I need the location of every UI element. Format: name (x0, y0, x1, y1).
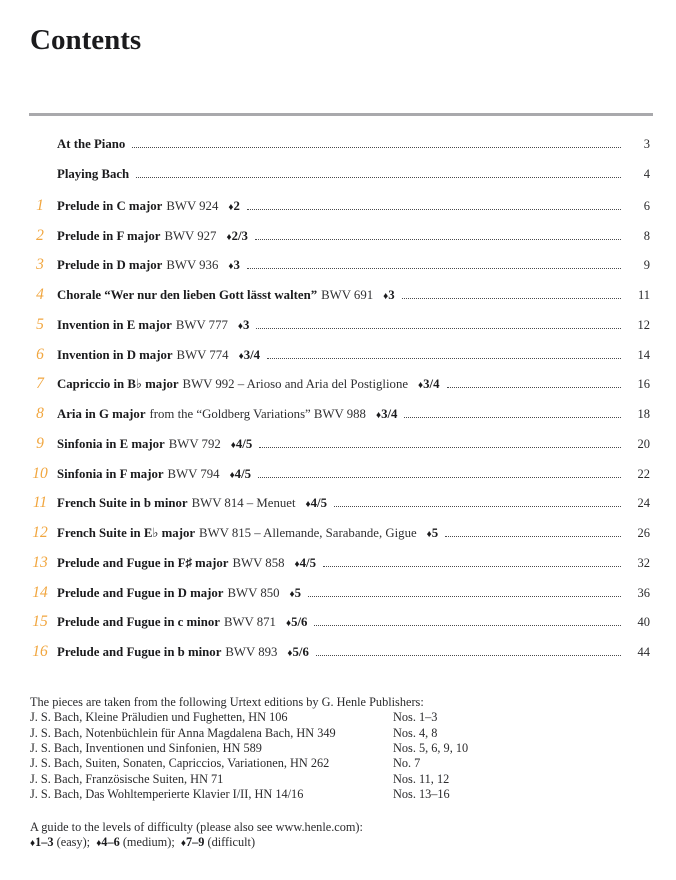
dotted-leader (447, 387, 622, 388)
toc-entry-detail: BWV 936 (166, 258, 219, 273)
difficulty-level: 3 (388, 288, 395, 303)
toc-entry-title: French Suite in b minor (57, 496, 188, 511)
difficulty-level: 2 (233, 198, 240, 213)
toc-entry-row (30, 584, 650, 614)
difficulty-diamond-icon: ♦ (230, 439, 236, 451)
toc-entry-number: 14 (32, 583, 48, 601)
toc-entry-row (30, 465, 650, 495)
toc-entry-number: 11 (32, 494, 48, 512)
page-title: Contents (30, 24, 142, 56)
difficulty-diamond-icon: ♦ (289, 588, 295, 600)
toc-entry-title: Invention in E major (57, 317, 172, 332)
toc-entry-number: 6 (36, 345, 44, 363)
guide-range (181, 835, 205, 849)
toc-page-number: 40 (637, 615, 650, 630)
difficulty-marker (376, 407, 397, 422)
difficulty-marker (239, 348, 260, 363)
toc-entry-number: 1 (36, 196, 44, 214)
guide-range (96, 835, 120, 849)
dotted-leader (323, 566, 621, 567)
difficulty-marker (228, 258, 240, 273)
toc-entry-row (30, 405, 650, 435)
difficulty-level: 3/4 (423, 377, 440, 392)
difficulty-level: 5/6 (292, 645, 309, 660)
guide-range-label: (medium); (122, 835, 175, 850)
toc-page-number: 26 (637, 526, 650, 541)
toc-entry-title: Playing Bach (57, 167, 130, 182)
toc-entry-title: French Suite in E♭ major (57, 526, 196, 541)
toc-entry-detail: BWV 792 (168, 436, 221, 451)
difficulty-marker (286, 615, 307, 630)
toc-page-number: 8 (643, 228, 650, 243)
source-row (30, 710, 653, 725)
title-rule (29, 113, 653, 116)
toc-page-number: 12 (637, 317, 650, 332)
source-numbers: Nos. 4, 8 (393, 725, 438, 740)
source-edition: J. S. Bach, Kleine Präludien und Fughetten, HN 106 (30, 710, 288, 725)
toc-entry-title: Prelude and Fugue in c minor (57, 615, 220, 630)
toc-list (30, 137, 650, 673)
dotted-leader (308, 596, 621, 597)
difficulty-guide (30, 820, 653, 852)
difficulty-level: 3/4 (243, 347, 261, 362)
toc-entry-row (30, 197, 650, 227)
source-edition: J. S. Bach, Inventionen und Sinfonien, HN 589 (30, 741, 262, 756)
toc-entry-title: At the Piano (57, 137, 126, 152)
toc-entry-title: Prelude and Fugue in D major (57, 585, 224, 600)
difficulty-level: 3 (242, 317, 250, 332)
difficulty-diamond-icon: ♦ (305, 499, 311, 511)
dotted-leader (334, 506, 621, 507)
difficulty-marker (226, 229, 247, 244)
toc-entry-number: 3 (36, 256, 44, 274)
difficulty-diamond-icon: ♦ (418, 380, 424, 392)
difficulty-diamond-icon: ♦ (287, 648, 293, 660)
toc-entry-title: Prelude in D major (57, 258, 163, 273)
toc-entry-number: 12 (32, 524, 48, 542)
toc-page-number: 22 (637, 466, 650, 481)
toc-entry-number: 10 (32, 464, 48, 482)
source-numbers: Nos. 13–16 (393, 787, 450, 802)
toc-entry-number: 9 (36, 434, 44, 452)
difficulty-level: 3/4 (381, 407, 398, 422)
source-row (30, 756, 653, 771)
sources-intro: The pieces are taken from the following Urtext editions by G. Henle Publishers: (30, 694, 424, 709)
guide-range-value: 4–6 (101, 835, 120, 850)
source-numbers: Nos. 1–3 (393, 710, 438, 725)
difficulty-marker (231, 437, 252, 452)
toc-entry-row (30, 256, 650, 286)
dotted-leader (136, 177, 621, 178)
difficulty-level: 2/3 (231, 228, 248, 243)
toc-entry-row (30, 494, 650, 524)
source-edition: J. S. Bach, Das Wohltemperierte Klavier I/II, HN 14/16 (30, 787, 304, 802)
difficulty-level: 3 (233, 258, 240, 273)
difficulty-marker (228, 199, 240, 214)
toc-entry-title: Prelude and Fugue in F♯ major (57, 555, 229, 570)
difficulty-diamond-icon: ♦ (228, 261, 234, 273)
toc-entry-row (30, 167, 650, 197)
dotted-leader (259, 447, 621, 448)
toc-entry-number: 13 (32, 553, 48, 571)
toc-entry-detail: BWV 893 (225, 645, 278, 660)
difficulty-diamond-icon: ♦ (285, 618, 292, 630)
toc-entry-detail: BWV 815 – Allemande, Sarabande, Gigue (199, 526, 417, 541)
toc-entry-row (30, 346, 650, 376)
guide-level (181, 835, 255, 849)
toc-entry-row (30, 137, 650, 167)
toc-page-number: 3 (643, 137, 650, 152)
toc-entry-detail: BWV 858 (232, 555, 285, 570)
source-row (30, 787, 653, 802)
guide-range-value: 1–3 (35, 835, 54, 850)
toc-entry-detail: BWV 871 (223, 615, 276, 630)
toc-entry-number: 15 (32, 613, 48, 631)
difficulty-diamond-icon: ♦ (294, 558, 300, 570)
toc-page-number: 16 (637, 377, 650, 392)
toc-entry-row (30, 227, 650, 257)
toc-entry-row (30, 554, 650, 584)
dotted-leader (445, 536, 621, 537)
dotted-leader (258, 477, 621, 478)
toc-entry-detail: BWV 814 – Menuet (191, 496, 296, 511)
toc-entry-title: Sinfonia in E major (57, 436, 165, 451)
toc-entry-row (30, 613, 650, 643)
source-edition: J. S. Bach, Französische Suiten, HN 71 (30, 771, 224, 786)
difficulty-level: 4/5 (235, 436, 253, 451)
guide-levels (30, 835, 653, 851)
difficulty-diamond-icon: ♦ (238, 350, 244, 362)
source-row (30, 741, 653, 756)
toc-entry-row (30, 286, 650, 316)
toc-entry-number: 5 (36, 315, 44, 333)
difficulty-diamond-icon: ♦ (30, 838, 36, 850)
dotted-leader (256, 328, 621, 329)
source-numbers: No. 7 (393, 756, 421, 771)
toc-entry-title: Invention in D major (57, 347, 173, 362)
dotted-leader (267, 358, 621, 359)
toc-entry-detail: BWV 927 (164, 228, 217, 243)
difficulty-marker (418, 377, 439, 392)
guide-intro: A guide to the levels of difficulty (please also see www.henle.com): (30, 819, 363, 834)
toc-entry-title: Aria in G major (57, 407, 146, 422)
difficulty-marker (383, 288, 395, 303)
difficulty-marker (427, 526, 439, 541)
toc-entry-title: Prelude and Fugue in b minor (57, 645, 222, 660)
difficulty-diamond-icon: ♦ (383, 291, 389, 303)
difficulty-diamond-icon: ♦ (180, 838, 186, 850)
difficulty-marker (230, 467, 251, 482)
difficulty-diamond-icon: ♦ (229, 469, 235, 481)
toc-page-number: 44 (637, 645, 650, 660)
toc-page-number: 36 (637, 585, 650, 600)
dotted-leader (316, 655, 621, 656)
source-row (30, 726, 653, 741)
source-numbers: Nos. 5, 6, 9, 10 (393, 741, 469, 756)
difficulty-diamond-icon: ♦ (226, 231, 232, 243)
dotted-leader (314, 625, 621, 626)
toc-entry-detail: BWV 774 (176, 347, 229, 362)
toc-entry-title: Capriccio in B♭ major (57, 377, 179, 392)
sources-section (30, 695, 653, 803)
difficulty-diamond-icon: ♦ (228, 201, 234, 213)
toc-entry-row (30, 316, 650, 346)
difficulty-diamond-icon: ♦ (237, 320, 243, 332)
dotted-leader (255, 239, 621, 240)
toc-entry-detail: BWV 924 (166, 198, 219, 213)
toc-entry-title: Sinfonia in F major (57, 466, 164, 481)
guide-range-value: 7–9 (185, 835, 205, 850)
dotted-leader (402, 298, 621, 299)
toc-page-number: 24 (637, 496, 650, 511)
toc-entry-detail: BWV 992 – Arioso and Aria del Postiglione (182, 377, 409, 392)
toc-entry-row (30, 435, 650, 465)
toc-entry-detail: BWV 794 (167, 466, 220, 481)
difficulty-marker (306, 496, 327, 511)
guide-level (96, 835, 175, 849)
guide-level (30, 835, 90, 849)
toc-page-number: 9 (643, 258, 650, 273)
source-edition: J. S. Bach, Suiten, Sonaten, Capriccios, Variationen, HN 262 (30, 756, 330, 771)
toc-page-number: 6 (643, 198, 650, 213)
toc-entry-number: 8 (36, 405, 44, 423)
guide-range (30, 835, 54, 849)
toc-page-number: 4 (643, 167, 650, 182)
dotted-leader (247, 209, 621, 210)
toc-page-number: 32 (637, 555, 650, 570)
toc-entry-detail: BWV 850 (227, 585, 280, 600)
guide-range-label: (easy); (56, 835, 91, 850)
difficulty-marker (290, 586, 302, 601)
dotted-leader (247, 268, 621, 269)
dotted-leader (132, 147, 621, 148)
toc-entry-number: 7 (36, 375, 44, 393)
toc-page-number: 11 (637, 288, 650, 303)
toc-entry-number: 2 (36, 226, 44, 244)
source-numbers: Nos. 11, 12 (393, 771, 450, 786)
toc-entry-row (30, 375, 650, 405)
difficulty-level: 4/5 (299, 555, 316, 570)
toc-page-number: 14 (637, 347, 650, 362)
difficulty-level: 5 (294, 585, 302, 600)
difficulty-marker (287, 645, 308, 660)
difficulty-diamond-icon: ♦ (426, 529, 432, 541)
difficulty-level: 5/6 (291, 615, 308, 630)
guide-range-label: (difficult) (207, 835, 256, 850)
source-row (30, 772, 653, 787)
difficulty-diamond-icon: ♦ (375, 410, 382, 422)
difficulty-level: 4/5 (310, 496, 327, 511)
difficulty-diamond-icon: ♦ (96, 838, 102, 850)
source-edition: J. S. Bach, Notenbüchlein für Anna Magdalena Bach, HN 349 (30, 725, 336, 740)
difficulty-level: 5 (431, 526, 439, 541)
toc-entry-number: 16 (32, 643, 48, 661)
toc-entry-detail: BWV 777 (175, 317, 228, 332)
toc-entry-number: 4 (36, 286, 44, 304)
difficulty-marker (295, 556, 316, 571)
toc-entry-detail: from the “Goldberg Variations” BWV 988 (149, 407, 366, 422)
toc-entry-title: Prelude in F major (57, 228, 161, 243)
dotted-leader (404, 417, 621, 418)
toc-entry-detail: BWV 691 (321, 288, 374, 303)
toc-page-number: 20 (637, 436, 650, 451)
difficulty-level: 4/5 (234, 466, 252, 481)
toc-entry-title: Prelude in C major (57, 198, 163, 213)
difficulty-marker (238, 318, 250, 333)
toc-page-number: 18 (637, 407, 650, 422)
toc-entry-row (30, 524, 650, 554)
toc-entry-row (30, 643, 650, 673)
toc-entry-title: Chorale “Wer nur den lieben Gott lässt walten” (57, 288, 318, 303)
